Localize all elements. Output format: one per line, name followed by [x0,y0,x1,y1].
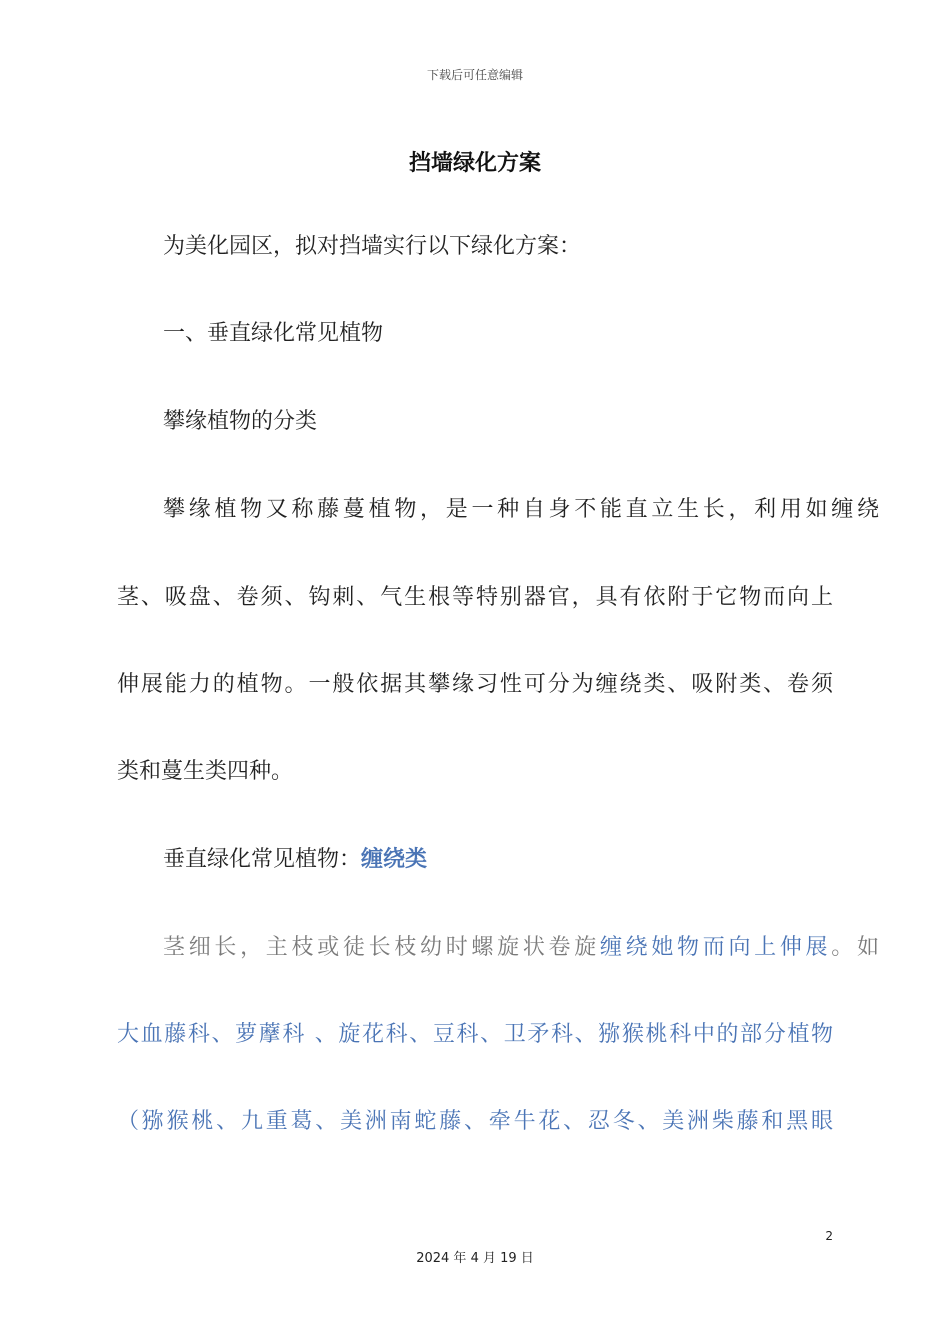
twining-line-3: （猕猴桃、九重葛、美洲南蛇藤、牵牛花、忍冬、美洲柴藤和黑眼 [117,1109,833,1134]
twining-end: 。如 [831,935,879,960]
footer-date: 2024 年 4 月 19 日 [416,1251,534,1266]
intro-paragraph: 为美化园区，拟对挡墙实行以下绿化方案： [163,234,582,259]
category-line [117,816,879,903]
category-label: 垂直绿化常见植物： [163,847,362,872]
document-title: 挡墙绿化方案 [408,151,541,176]
twining-highlight: 缠绕她物而向上伸展 [599,935,832,960]
subheading: 攀缘植物的分类 [163,409,318,434]
twining-description: 茎细长，主枝或徒长枝幼时螺旋状卷旋 [163,935,600,960]
definition-line-3: 伸展能力的植物。一般依据其攀缘习性可分为缠绕类、吸附类、卷须 [117,672,833,697]
page-number: 2 [825,1229,833,1243]
category-name: 缠绕类 [361,847,428,872]
definition-line-2: 茎、吸盘、卷须、钩刺、气生根等特别器官，具有依附于它物而向上 [117,585,833,610]
section-heading: 一、垂直绿化常见植物 [163,321,384,346]
header-note: 下载后可任意编辑 [426,68,523,82]
twining-line-2: 大血藤科、萝藦科 、旋花科、豆科、卫矛科、猕猴桃科中的部分植物 [117,1022,833,1047]
definition-line-4: 类和蔓生类四种。 [117,759,294,784]
definition-line-1: 攀缘植物又称藤蔓植物，是一种自身不能直立生长，利用如缠绕 [163,497,879,522]
twining-line-1 [117,904,879,991]
